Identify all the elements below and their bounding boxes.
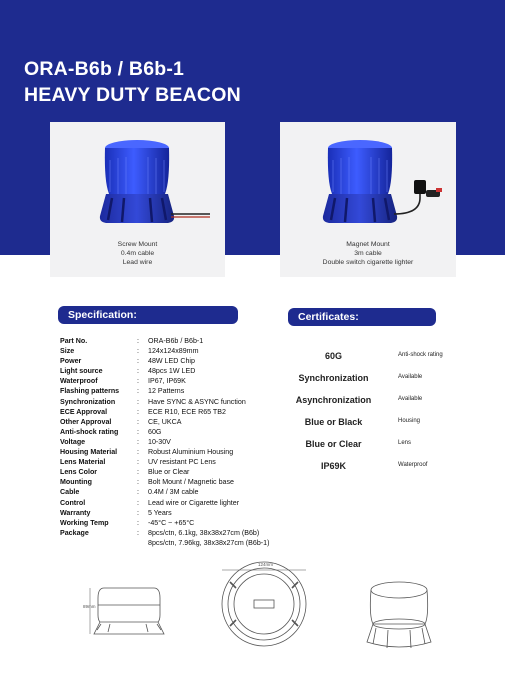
certificate-description: Lens <box>398 440 412 446</box>
spec-colon: : <box>137 367 139 376</box>
spec-colon: : <box>137 387 139 396</box>
spec-key: Voltage <box>60 437 86 446</box>
certificate-description: Housing <box>398 418 421 424</box>
spec-colon: : <box>137 347 139 356</box>
spec-row <box>60 346 269 356</box>
spec-key: Size <box>60 347 75 356</box>
caption-control: Lead wire <box>122 259 153 266</box>
spec-key: Cable <box>60 488 80 497</box>
top-view-drawing <box>222 562 306 646</box>
spec-value: 8pcs/ctn, 6.1kg, 38x38x27cm (B6b) <box>148 528 260 537</box>
spec-row <box>60 407 269 417</box>
caption-cable: 3m cable <box>354 250 382 257</box>
technical-drawings <box>0 560 505 700</box>
spec-row <box>60 386 269 396</box>
spec-key: Part No. <box>60 337 88 345</box>
spec-row <box>60 336 269 346</box>
product-name-title: HEAVY DUTY BEACON <box>24 84 241 106</box>
spec-key: Working Temp <box>60 518 109 527</box>
spec-colon: : <box>137 528 139 537</box>
spec-key: Synchronization <box>60 397 116 406</box>
specification-heading: Specification: <box>58 306 238 324</box>
spec-value: Bolt Mount / Magnetic base <box>148 478 234 487</box>
spec-value: 0.4M / 3M cable <box>148 488 199 497</box>
certificate-row <box>280 461 480 475</box>
spec-colon: : <box>137 448 139 457</box>
spec-colon: : <box>137 468 139 477</box>
spec-colon: : <box>137 407 139 416</box>
caption-cable: 0.4m cable <box>120 250 155 257</box>
spec-row <box>60 376 269 386</box>
beacon-magnet-mount-image <box>280 130 456 235</box>
spec-key <box>60 538 137 548</box>
spec-value: ORA-B6b / B6b-1 <box>148 337 204 345</box>
certificate-name: 60G <box>324 351 342 361</box>
spec-value: 5 Years <box>148 508 172 517</box>
spec-value: -45°C ~ +65°C <box>148 518 195 527</box>
spec-value: Blue or Clear <box>148 468 190 477</box>
certificate-name: IP69K <box>320 461 346 471</box>
spec-colon: : <box>137 427 139 436</box>
product-code-title: ORA-B6b / B6b-1 <box>24 58 185 80</box>
spec-colon: : <box>137 508 139 517</box>
caption-mount-type: Magnet Mount <box>346 241 390 248</box>
certificate-description: Anti-shock rating <box>398 352 443 358</box>
certificate-name: Asynchronization <box>295 395 372 405</box>
certificate-row <box>280 351 480 365</box>
spec-colon: : <box>137 397 139 406</box>
spec-row <box>60 447 269 457</box>
spec-value: CE, UKCA <box>148 417 182 426</box>
spec-row <box>60 538 269 548</box>
caption-control: Double switch cigarette lighter <box>322 259 414 266</box>
spec-key: Warranty <box>60 508 91 517</box>
spec-colon: : <box>137 377 139 386</box>
spec-row <box>60 487 269 497</box>
certificate-name: Blue or Black <box>304 417 363 427</box>
spec-row <box>60 467 269 477</box>
spec-key: Other Approval <box>60 417 112 426</box>
spec-colon: : <box>137 498 139 507</box>
spec-key: Housing Material <box>60 448 118 457</box>
spec-value: 124x124x89mm <box>148 347 199 356</box>
spec-value: ECE R10, ECE R65 TB2 <box>148 407 226 416</box>
certificate-row <box>280 439 480 453</box>
spec-row <box>60 366 269 376</box>
spec-colon: : <box>137 417 139 426</box>
spec-colon: : <box>137 357 139 366</box>
spec-value: 12 Patterns <box>148 387 185 396</box>
spec-value: Robust Aluminium Housing <box>148 448 234 457</box>
spec-value: 60G <box>148 427 162 436</box>
spec-key: Light source <box>60 367 103 376</box>
height-dimension-label: 89mm <box>83 604 96 609</box>
spec-row <box>60 397 269 407</box>
certificate-description: Waterproof <box>398 462 428 468</box>
certificate-name: Blue or Clear <box>305 439 362 449</box>
spec-value: 48W LED Chip <box>148 357 195 366</box>
specification-table <box>60 336 269 548</box>
certificate-description: Available <box>398 396 423 402</box>
spec-value: UV resistant PC Lens <box>148 458 216 467</box>
spec-key: Control <box>60 498 86 507</box>
product-card-screw-mount <box>50 122 225 277</box>
spec-row <box>60 518 269 528</box>
certificate-row <box>280 373 480 387</box>
width-dimension-label: 124mm <box>258 562 274 567</box>
spec-row <box>60 498 269 508</box>
spec-key: Power <box>60 357 82 366</box>
caption-mount-type: Screw Mount <box>117 241 158 248</box>
spec-row <box>60 356 269 366</box>
side-view-drawing <box>90 588 164 634</box>
spec-row <box>60 477 269 487</box>
perspective-view-drawing <box>367 582 431 648</box>
spec-key: Mounting <box>60 478 92 487</box>
spec-colon: : <box>137 518 139 527</box>
spec-row <box>60 427 269 437</box>
spec-key: Lens Color <box>60 468 98 477</box>
certificates-heading: Certificates: <box>288 308 436 326</box>
spec-row <box>60 437 269 447</box>
spec-key: Package <box>60 528 89 537</box>
spec-colon: : <box>137 437 139 446</box>
spec-value: 8pcs/ctn, 7.96kg, 38x38x27cm (B6b-1) <box>148 538 270 547</box>
product-card-magnet-mount <box>280 122 456 277</box>
spec-value: 10-30V <box>148 437 171 446</box>
spec-value: IP67, IP69K <box>148 377 186 386</box>
certificate-name: Synchronization <box>298 373 369 383</box>
spec-colon: : <box>137 337 139 345</box>
spec-key: Flashing patterns <box>60 387 120 396</box>
beacon-screw-mount-image <box>50 130 225 235</box>
spec-colon <box>137 538 148 548</box>
spec-colon: : <box>137 478 139 487</box>
certificate-description: Available <box>398 374 423 380</box>
spec-value: Lead wire or Cigarette lighter <box>148 498 240 507</box>
spec-colon: : <box>137 488 139 497</box>
spec-value: 48pcs 1W LED <box>148 367 196 376</box>
certificate-row <box>280 417 480 431</box>
spec-row <box>60 457 269 467</box>
spec-key: Lens Material <box>60 458 106 467</box>
certificate-row <box>280 395 480 409</box>
spec-row <box>60 508 269 518</box>
spec-key: Waterproof <box>60 377 98 386</box>
spec-key: Anti-shock rating <box>60 427 119 436</box>
spec-row <box>60 528 269 538</box>
spec-key: ECE Approval <box>60 407 108 416</box>
spec-row <box>60 417 269 427</box>
spec-colon: : <box>137 458 139 467</box>
spec-value: Have SYNC & ASYNC function <box>148 397 246 406</box>
